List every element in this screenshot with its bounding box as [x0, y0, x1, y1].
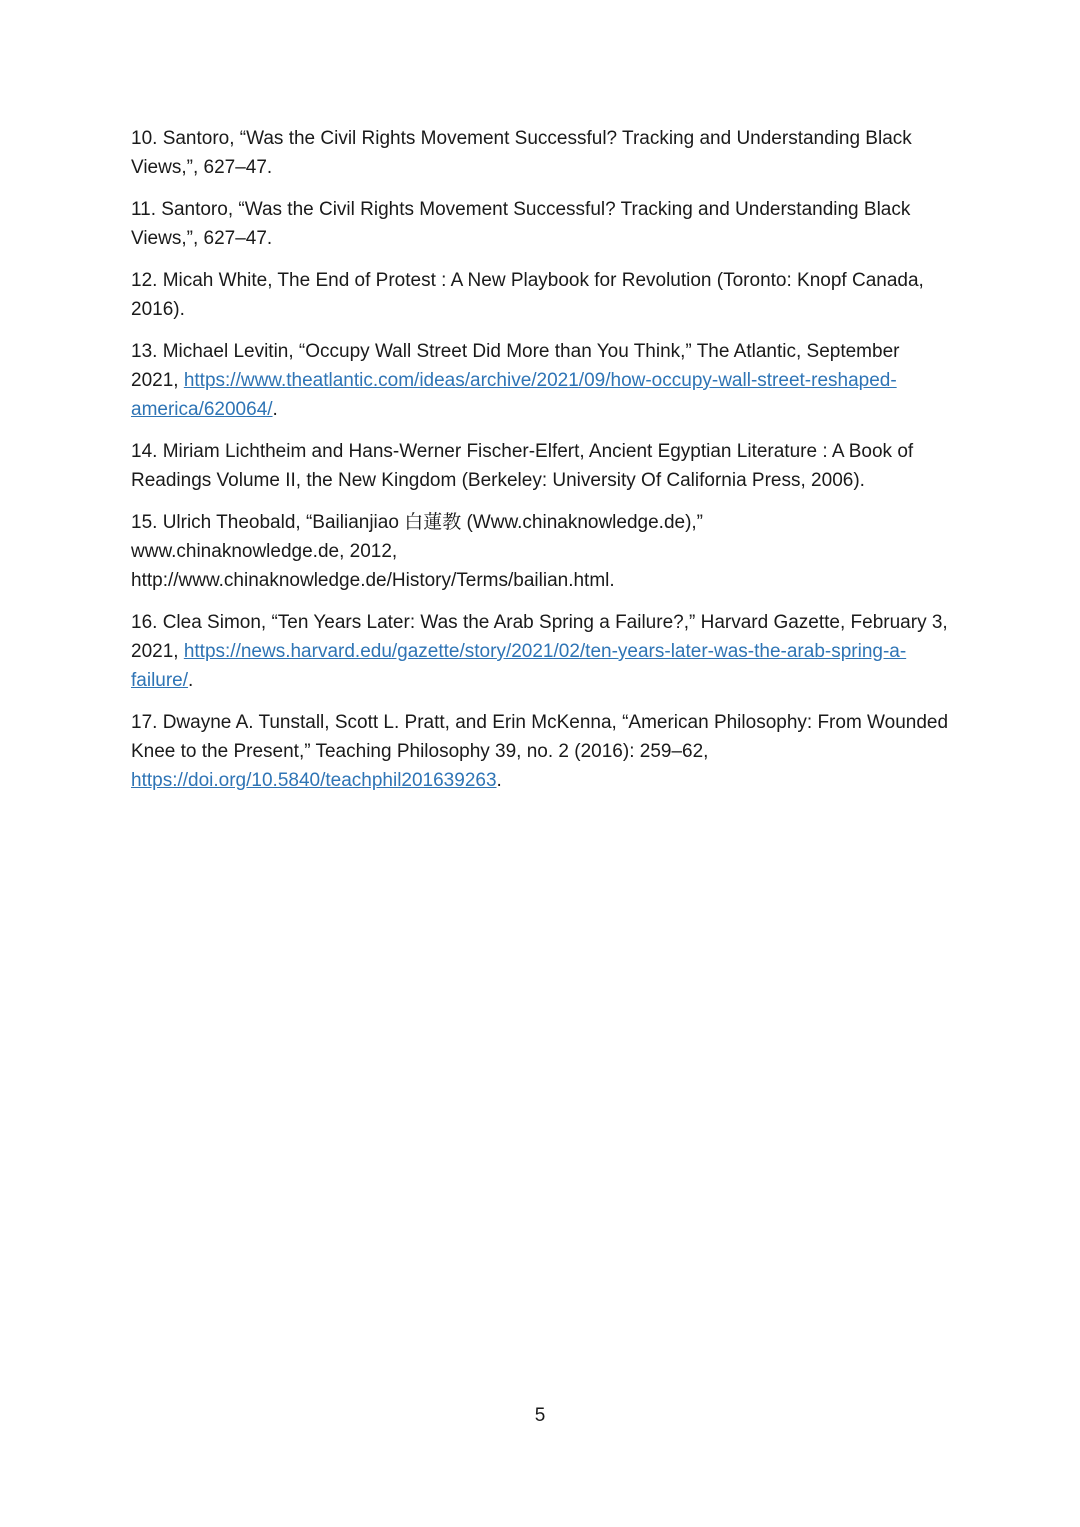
citation-link[interactable]: https://www.theatlantic.com/ideas/archive/2021/09/how-occupy-wall-street-reshaped-america/620064/: [131, 370, 897, 420]
citation-text: 12. Micah White, The End of Protest : A New Playbook for Revolution (Toronto: Knopf Canada, 2016).: [131, 270, 924, 320]
citation-text: http://www.chinaknowledge.de/History/Terms/bailian.html.: [131, 570, 615, 591]
citation-text: .: [272, 399, 278, 420]
citation-entry: [131, 337, 949, 424]
citations-list: [131, 124, 949, 808]
citation-entry: [131, 508, 949, 595]
citation-entry: [131, 266, 949, 324]
citation-text: 11. Santoro, “Was the Civil Rights Movement Successful? Tracking and Understanding Black Views,”, 627–47.: [131, 199, 911, 249]
citation-text: 10. Santoro, “Was the Civil Rights Movement Successful? Tracking and Understanding Black Views,”, 627–47.: [131, 128, 912, 178]
citation-link[interactable]: https://news.harvard.edu/gazette/story/2021/02/ten-years-later-was-the-arab-spring-a-failure/: [131, 641, 907, 691]
citation-text: www.chinaknowledge.de, 2012,: [131, 541, 398, 562]
page-number: 5: [534, 1405, 546, 1426]
citation-entry: [131, 124, 949, 182]
citation-entry: [131, 195, 949, 253]
citation-text: .: [188, 670, 194, 691]
citation-entry: [131, 708, 949, 795]
citation-text: 14. Miriam Lichtheim and Hans-Werner Fischer-Elfert, Ancient Egyptian Literature : A Book of Readings Volume II, the New Kingdom (Berkeley: University Of California Press, 2006).: [131, 441, 914, 491]
citation-text: 15. Ulrich Theobald, “Bailianjiao 白蓮教 (Www.chinaknowledge.de),”: [131, 512, 704, 533]
citation-text: 16. Clea Simon, “Ten Years Later: Was the Arab Spring a Failure?,” Harvard Gazette, February 3, 2021,: [131, 612, 948, 662]
citation-text: .: [496, 770, 502, 791]
citation-text: 17. Dwayne A. Tunstall, Scott L. Pratt, and Erin McKenna, “American Philosophy: From Wounded Knee to the Present,” Teaching Philosophy 39, no. 2 (2016): 259–62,: [131, 712, 949, 762]
citation-link[interactable]: https://doi.org/10.5840/teachphil201639263: [131, 770, 497, 791]
citation-entry: [131, 437, 949, 495]
citation-entry: [131, 608, 949, 695]
citation-text: 13. Michael Levitin, “Occupy Wall Street Did More than You Think,” The Atlantic, September 2021,: [131, 341, 900, 391]
